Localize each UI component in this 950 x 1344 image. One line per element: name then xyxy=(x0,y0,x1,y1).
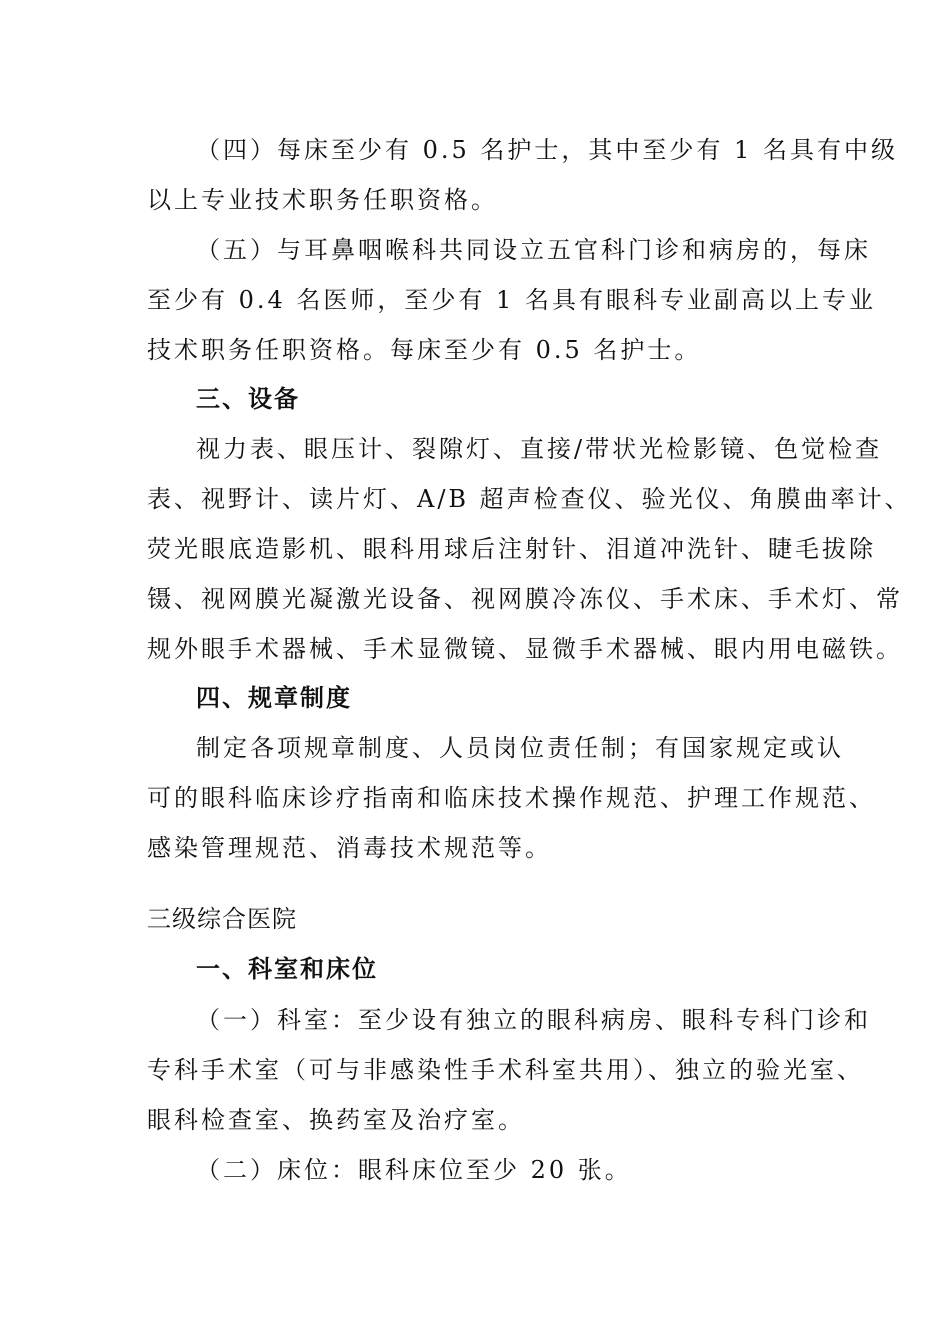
paragraph-ent-line-1: （五）与耳鼻咽喉科共同设立五官科门诊和病房的，每床 xyxy=(196,236,871,264)
heading-equipment: 三、设备 xyxy=(196,385,300,413)
paragraph-equipment-line-1: 视力表、眼压计、裂隙灯、直接/带状光检影镜、色觉检查 xyxy=(196,435,883,463)
heading-departments-beds: 一、科室和床位 xyxy=(196,955,378,983)
paragraph-rules-line-2: 可的眼科临床诊疗指南和临床技术操作规范、护理工作规范、 xyxy=(147,784,876,812)
paragraph-equipment-line-3: 荧光眼底造影机、眼科用球后注射针、泪道冲洗针、睫毛拔除 xyxy=(147,535,876,563)
paragraph-departments-line-2: 专科手术室（可与非感染性手术科室共用）、独立的验光室、 xyxy=(147,1056,864,1084)
section-title-tertiary-hospital: 三级综合医院 xyxy=(147,905,297,933)
heading-rules: 四、规章制度 xyxy=(196,684,352,712)
paragraph-beds: （二）床位：眼科床位至少 20 张。 xyxy=(196,1156,632,1184)
paragraph-ent-line-2: 至少有 0.4 名医师，至少有 1 名具有眼科专业副高以上专业 xyxy=(147,286,876,314)
paragraph-departments-line-3: 眼科检查室、换药室及治疗室。 xyxy=(147,1106,525,1134)
paragraph-nurse-line-1: （四）每床至少有 0.5 名护士，其中至少有 1 名具有中级 xyxy=(196,136,898,164)
paragraph-nurse-line-2: 以上专业技术职务任职资格。 xyxy=(147,186,498,214)
paragraph-ent-line-3: 技术职务任职资格。每床至少有 0.5 名护士。 xyxy=(147,336,702,364)
paragraph-departments-line-1: （一）科室：至少设有独立的眼科病房、眼科专科门诊和 xyxy=(196,1006,871,1034)
paragraph-rules-line-1: 制定各项规章制度、人员岗位责任制；有国家规定或认 xyxy=(196,734,844,762)
paragraph-equipment-line-2: 表、视野计、读片灯、A/B 超声检查仪、验光仪、角膜曲率计、 xyxy=(147,485,912,513)
paragraph-rules-line-3: 感染管理规范、消毒技术规范等。 xyxy=(147,834,552,862)
paragraph-equipment-line-4: 镊、视网膜光凝激光设备、视网膜冷冻仪、手术床、手术灯、常 xyxy=(147,585,903,613)
paragraph-equipment-line-5: 规外眼手术器械、手术显微镜、显微手术器械、眼内用电磁铁。 xyxy=(147,635,903,663)
